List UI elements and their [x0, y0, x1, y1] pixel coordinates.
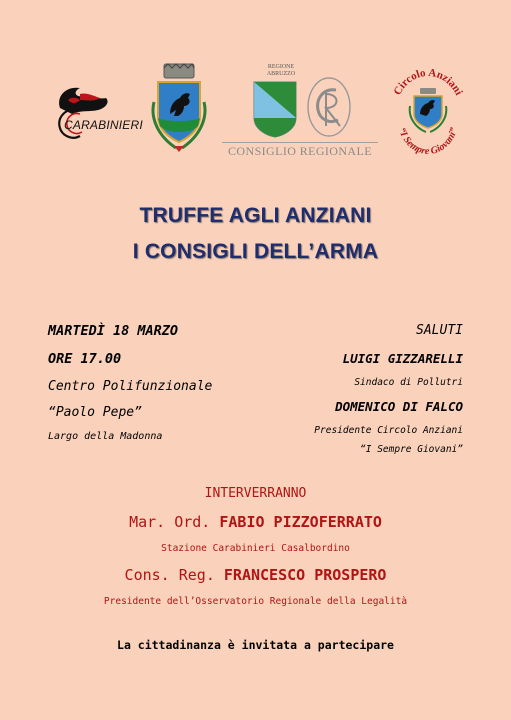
circolo-bottom-text: “I Sempre Giovani” [396, 126, 460, 158]
greeter-1-role: Sindaco di Pollutri [354, 377, 463, 388]
event-venue-name: “Paolo Pepe” [48, 405, 142, 420]
speaker-1 [0, 513, 511, 531]
event-venue: Centro Polifunzionale [48, 379, 213, 394]
consiglio-regionale-label: CONSIGLIO REGIONALE [228, 144, 372, 158]
cr-monogram-icon [306, 76, 352, 138]
carabinieri-wordmark: CARABINIERI [64, 118, 143, 132]
carabinieri-logo [50, 78, 143, 140]
speaker-2-name: FRANCESCO PROSPERO [223, 566, 387, 584]
greeter-2-role-detail: “I Sempre Giovani” [360, 444, 463, 455]
speaker-1-name: FABIO PIZZOFERRATO [219, 513, 382, 531]
greeter-2-name: DOMENICO DI FALCO [335, 399, 463, 414]
svg-text:“I Sempre Giovani” [396, 126, 460, 157]
logo-divider [222, 142, 378, 143]
event-title-line1: TRUFFE AGLI ANZIANI [139, 204, 372, 227]
speaker-1-role: Stazione Carabinieri Casalbordino [161, 543, 350, 554]
event-date: MARTEDÌ 18 MARZO [48, 323, 179, 339]
event-address: Largo della Madonna [48, 431, 163, 442]
circolo-seal-icon [388, 60, 468, 170]
greeter-2-role: Presidente Circolo Anziani [314, 425, 463, 436]
circolo-top-text: Circolo Anziani [391, 66, 465, 98]
greetings-heading: SALUTI [416, 323, 463, 338]
speaker-2-title: Cons. Reg. [124, 566, 215, 584]
comune-pollutri-crest [148, 62, 210, 156]
speakers-heading: INTERVERRANNO [204, 486, 307, 501]
municipal-crest-icon [148, 62, 210, 156]
regione-abruzzo-label: REGIONE ABRUZZO [266, 64, 296, 77]
circolo-anziani-logo [388, 60, 468, 170]
abruzzo-shield-icon [252, 80, 298, 138]
event-title-line2: I CONSIGLI DELL’ARMA [132, 240, 379, 263]
speaker-2 [0, 566, 511, 584]
speaker-2-role: Presidente dell’Osservatorio Regionale della Legalità [103, 596, 408, 607]
invitation-text: La cittadinanza è invitata a partecipare [117, 638, 394, 652]
consiglio-regionale-logo [222, 64, 378, 158]
greeter-1-name: LUIGI GIZZARELLI [342, 351, 463, 366]
event-time: ORE 17.00 [48, 351, 122, 367]
speaker-1-title: Mar. Ord. [129, 513, 211, 531]
